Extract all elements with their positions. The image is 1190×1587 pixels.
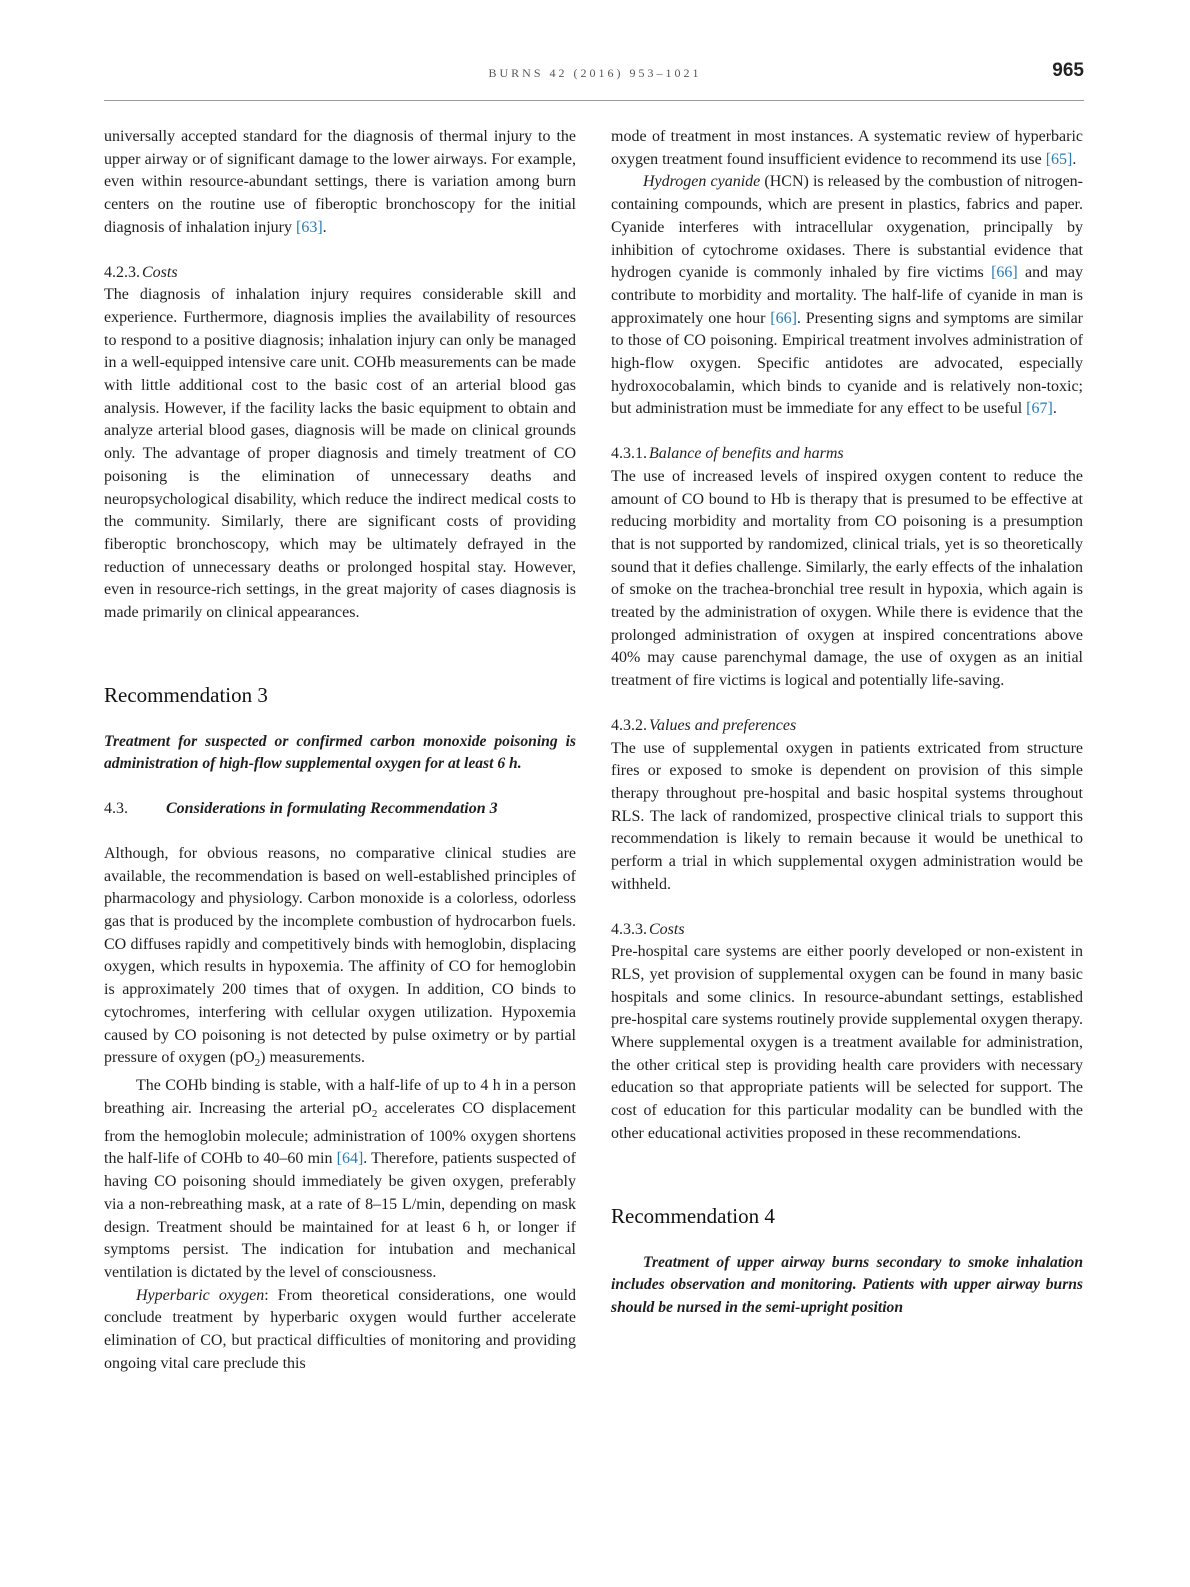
section-heading-4-3 — [104, 798, 576, 821]
run-in-heading: Hydrogen cyanide — [643, 173, 761, 191]
recommendation-3-title: Recommendation 3 — [104, 682, 268, 707]
subsection-title: Balance of benefits and harms — [649, 445, 844, 463]
paragraph-hyperbaric-cont: mode of treatment in most instances. A systematic review of hyperbaric oxygen treatment found insufficient evidence to recommend its use [65]. — [611, 128, 1083, 168]
section-title: Considerations in formulating Recommendation 3 — [166, 800, 498, 818]
paragraph-text: Although, for obvious reasons, no comparative clinical studies are available, the recommendation is based on well-established principles of pharmacology and physiology. Carbon monoxide is a colorless, odorless gas that is produced by the incomplete combustion of hydrocarbon fuels. CO diffuses rapidly and competitively binds with hemoglobin, displacing oxygen, which results in hypoxemia. The affinity of CO for hemoglobin is approximately 200 times that of oxygen. In addition, CO binds to cytochromes, interfering with cellular oxygen utilization. Hypoxemia caused by CO poisoning is not detected by pulse oximetry or by partial pressure of oxygen (pO — [104, 844, 576, 1067]
citation-link[interactable]: [67] — [1026, 400, 1053, 418]
header-rule — [104, 100, 1084, 101]
paragraph-text: and may contribute to morbidity and mortality. The half-life of cyanide in man is approximately one hour — [611, 264, 1083, 327]
paragraph-cohb-binding — [104, 1075, 576, 1285]
subsection-heading-4-3-2 — [611, 715, 1083, 738]
paragraph-inhalation-standard: universally accepted standard for the diagnosis of thermal injury to the upper airway or of significant damage to the lower airways. For example, even within resource-abundant settings, there is variation among burn centers on the routine use of fiberoptic bronchoscopy for the initial diagnosis of inhalation injury [63]. — [104, 128, 576, 236]
run-in-heading: Hyperbaric oxygen — [136, 1286, 265, 1304]
right-column — [611, 126, 1083, 1320]
citation-link[interactable]: [63] — [295, 218, 323, 236]
paragraph-hyperbaric — [104, 1285, 576, 1376]
subsection-title: Costs — [649, 920, 685, 938]
subscript: 2 — [371, 1107, 378, 1120]
recommendation-4-text: Treatment of upper airway burns secondary to smoke inhalation includes observation and monitoring. Patients with upper airway burns should be nursed in the semi-upright position — [611, 1253, 1083, 1316]
recommendation-4-title: Recommendation 4 — [611, 1203, 775, 1228]
citation-link[interactable]: [66] — [770, 309, 797, 327]
recommendation-3-text: Treatment for suspected or confirmed carbon monoxide poisoning is administration of high-flow supplemental oxygen for at least 6 h. — [104, 732, 576, 773]
paragraph-text: . Presenting signs and symptoms are similar to those of CO poisoning. Empirical treatment involves administration of high-flow oxygen. Specific antidotes are advocated, especially hydroxocobalamin, which binds to cyanide and is relatively non-toxic; but administration must be immediate for any effect to be useful — [611, 309, 1084, 418]
paragraph-text: : From theoretical considerations, one would conclude treatment by hyperbaric oxygen would further accelerate elimination of CO, but practical difficulties of monitoring and providing ongoing vital care preclude this — [104, 1286, 577, 1372]
paragraph-hydrogen-cyanide: Hydrogen cyanide (HCN) is released by the combustion of nitrogen-containing compounds, which are present in plastics, fabrics and paper. Cyanide interferes with intracellular oxygenation, principally by inhibition of cytochrome oxidases. There is substantial evidence that hydrogen cyanide is commonly inhaled by fire victims [66] and may contribute to morbidity and mortality. The half-life of cyanide in man is approximately one hour [66]. Presenting signs and symptoms are similar to those of CO poisoning. Empirical treatment involves administration of high-flow oxygen. Specific antidotes are advocated, especially hydroxocobalamin, which binds to cyanide and is relatively non-toxic; but administration must be immediate for any effect to be useful [67]. — [611, 173, 1084, 418]
subsection-number: 4.2.3. — [104, 263, 140, 281]
subscript: 2 — [254, 1057, 261, 1070]
running-header-journal: BURNS 42 (2016) 953–1021 — [488, 66, 702, 80]
paragraph-text: universally accepted standard for the diagnosis of thermal injury to the upper airway or of significant damage to the lower airways. For example, even within resource-abundant settings, there is variation among burn centers on the routine use of fiberoptic bronchoscopy for the initial diagnosis of inhalation injury — [104, 128, 576, 236]
paragraph-text: accelerates CO displacement from the hemoglobin molecule; administration of 100% oxygen shortens the half-life of COHb to 40–60 min — [104, 1099, 576, 1168]
paragraph-text: ) measurements. — [260, 1049, 365, 1067]
subsection-number: 4.3.3. — [611, 920, 647, 938]
subsection-number: 4.3.2. — [611, 716, 647, 734]
citation-link[interactable]: [64] — [336, 1150, 364, 1168]
subsection-title: Costs — [142, 263, 178, 281]
paragraph-text: mode of treatment in most instances. A systematic review of hyperbaric oxygen treatment found insufficient evidence to recommend its use — [611, 128, 1083, 168]
paragraph-costs-4-3-3: Pre-hospital care systems are either poorly developed or non-existent in RLS, yet provision of supplemental oxygen can be found in many basic hospitals and some clinics. In resource-abundant settings, established pre-hospital care systems routinely provide supplemental oxygen therapy. Where supplemental oxygen is a treatment available for administration, the other critical step is providing health care providers with necessary education so that appropriate patients will be selected for support. The cost of education for this particular modality can be bundled with the other educational activities proposed in these recommendations. — [611, 943, 1083, 1142]
paragraph-benefits-harms: The use of increased levels of inspired oxygen content to reduce the amount of CO bound to Hb is therapy that is presumed to be effective at reducing morbidity and mortality from CO poisoning is a presumption that is not supported by randomized, clinical trials, yet is so theoretically sound that it defies challenge. Similarly, the early effects of the inhalation of smoke on the trachea-bronchial tree result in hypoxia, which again is treated by the administration of oxygen. While there is evidence that the prolonged administration of oxygen at inspired concentrations above 40% may cause parenchymal damage, the use of oxygen as an initial treatment of fire victims is logical and potentially life-saving. — [611, 467, 1083, 690]
paragraph-values-preferences: The use of supplemental oxygen in patients extricated from structure fires or exposed to smoke is dependent on provision of this simple therapy throughout pre-hospital and basic hospital systems throughout RLS. The lack of randomized, prospective clinical trials to support this recommendation is likely to remain because it would be unethical to perform a trial in which supplemental oxygen administration would be withheld. — [611, 739, 1083, 893]
paragraph-text: The COHb binding is stable, with a half-life of up to 4 h in a person breathing air. Increasing the arterial pO — [104, 1077, 576, 1117]
paragraph-costs: The diagnosis of inhalation injury requires considerable skill and experience. Furthermore, diagnosis implies the availability of resources to respond to a positive diagnosis; inhalation injury can only be managed in a well-equipped intensive care unit. COHb measurements can be made with little additional cost to the basic cost of an arterial blood gas analysis. However, if the facility lacks the basic equipment to obtain and analyze arterial blood gases, diagnosis will be made on clinical grounds only. The advantage of proper diagnosis and timely treatment of CO poisoning is the elimination of unnecessary deaths and neuropsychological disability, which reduce the indirect medical costs to the community. Similarly, there are significant costs of providing fiberoptic bronchoscopy, which may be ultimately defrayed in the reduction of unnecessary deaths or prolonged hospital stay. However, even in resource-rich settings, in the great majority of cases diagnosis is made primarily on clinical appearances. — [104, 286, 576, 622]
page-number: 965 — [1052, 60, 1084, 81]
paragraph-text: (HCN) is released by the combustion of nitrogen-containing compounds, which are present in plastics, fabrics and paper. Cyanide interferes with intracellular oxygenation, principally by inhibition of cytochrome oxidases. There is substantial evidence that hydrogen cyanide is commonly inhaled by fire victims — [611, 173, 1084, 282]
subsection-number: 4.3.1. — [611, 445, 647, 463]
subsection-title: Values and preferences — [649, 716, 797, 734]
citation-link[interactable]: [65] — [1045, 150, 1073, 168]
section-number: 4.3. — [104, 800, 128, 818]
paragraph-co-physiology — [104, 843, 576, 1075]
citation-link[interactable]: [66] — [991, 264, 1018, 282]
subsection-heading-costs — [104, 262, 576, 285]
paragraph-text: . Therefore, patients suspected of having CO poisoning should immediately be given oxygen, preferably via a non-rebreathing mask, at a rate of 8–15 L/min, depending on mask design. Treatment should be maintained for at least 6 h, or longer if symptoms persist. The indication for intubation and mechanical ventilation is dictated by the level of consciousness. — [104, 1150, 577, 1281]
subsection-heading-4-3-1 — [611, 443, 1083, 466]
subsection-heading-4-3-3 — [611, 919, 1083, 942]
left-column — [104, 126, 576, 1375]
